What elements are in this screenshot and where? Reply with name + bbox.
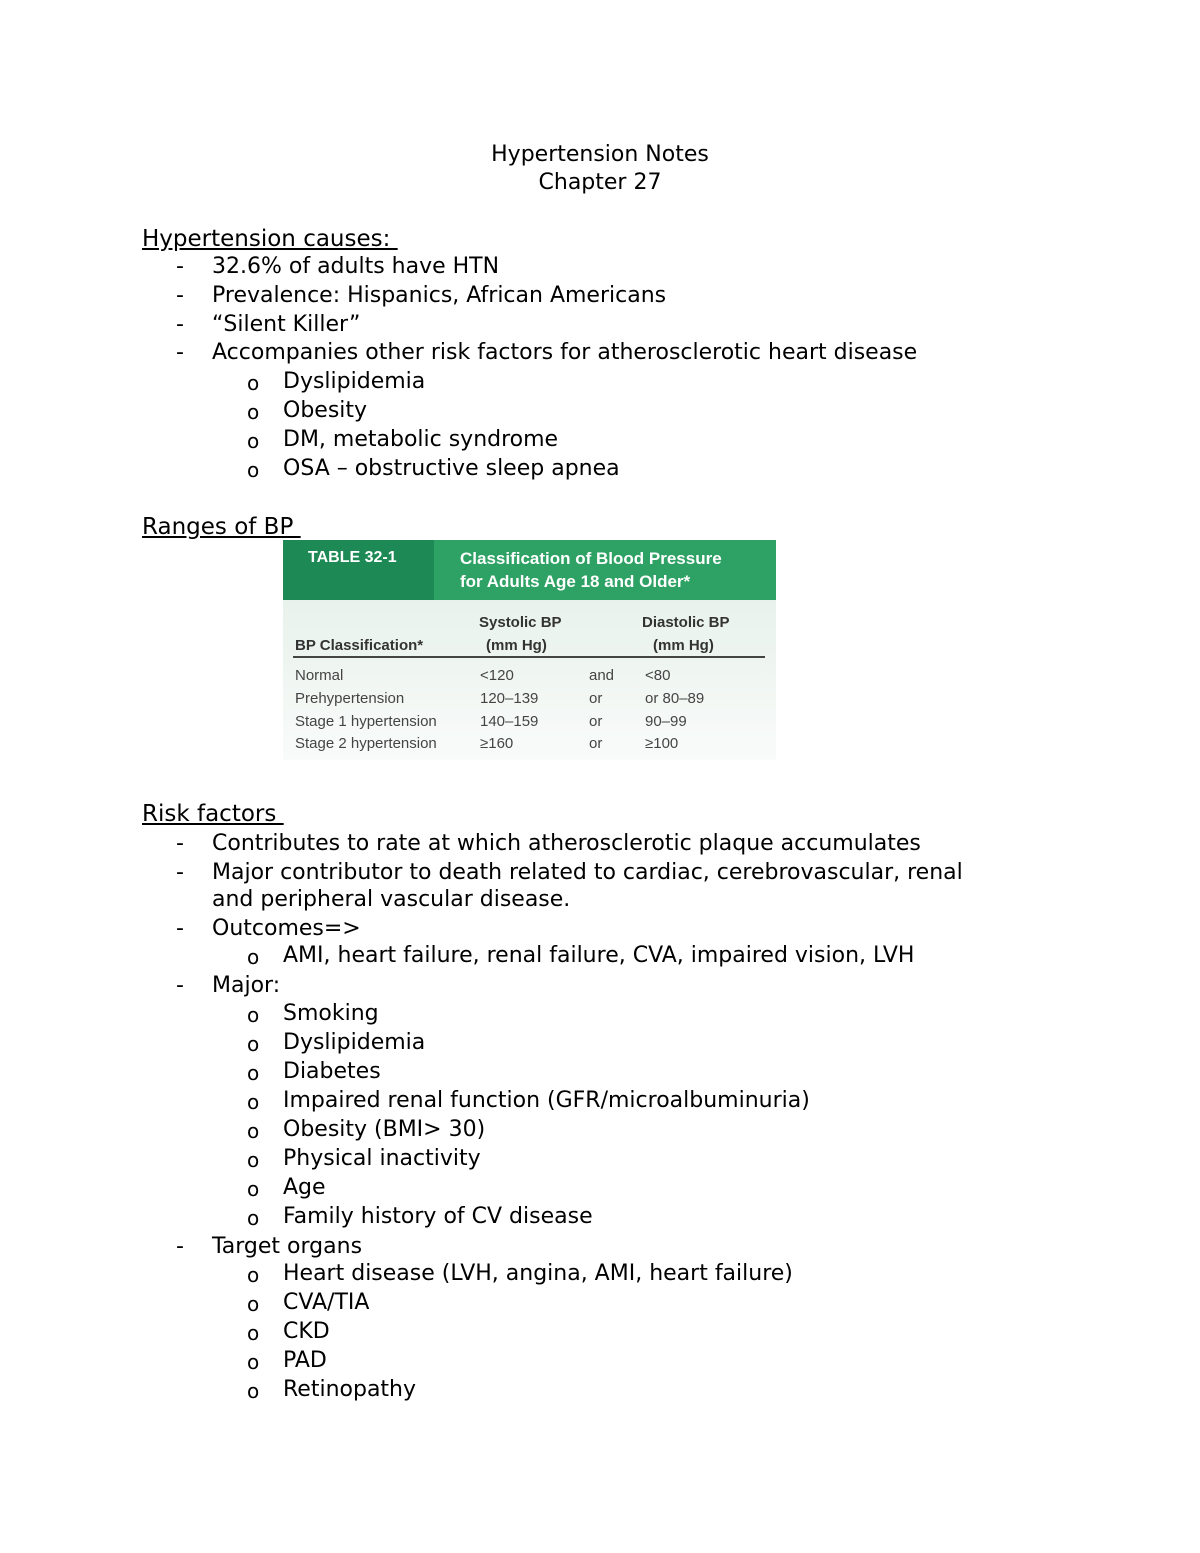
- circle-bullet-icon: o: [247, 1379, 260, 1403]
- dash-marker: -: [176, 1234, 184, 1259]
- organs-subitem: CKD: [283, 1319, 330, 1344]
- table-caption-line: Classification of Blood Pressure: [460, 549, 722, 568]
- outcomes-subitem: AMI, heart failure, renal failure, CVA, impaired vision, LVH: [283, 943, 915, 968]
- document-subtitle: Chapter 27: [538, 170, 662, 195]
- organs-subitem: CVA/TIA: [283, 1290, 370, 1315]
- table-label: TABLE 32-1: [283, 540, 434, 600]
- table-cell-systolic: 120–139: [480, 690, 539, 707]
- circle-bullet-icon: o: [247, 1119, 260, 1143]
- causes-subitem: DM, metabolic syndrome: [283, 427, 559, 452]
- circle-bullet-icon: o: [247, 371, 260, 395]
- risk-heading: Risk factors: [142, 801, 284, 827]
- dash-marker: -: [176, 340, 184, 365]
- major-subitem: Physical inactivity: [283, 1146, 481, 1171]
- table-cell-classification: Stage 1 hypertension: [295, 713, 437, 730]
- circle-bullet-icon: o: [247, 429, 260, 453]
- table-cell-conjunction: or: [589, 690, 603, 707]
- major-subitem: Impaired renal function (GFR/microalbuminuria): [283, 1088, 810, 1113]
- table-cell-conjunction: or: [589, 713, 603, 730]
- dash-marker: -: [176, 916, 184, 941]
- major-subitem: Obesity (BMI> 30): [283, 1117, 486, 1142]
- column-header-classification: BP Classification*: [295, 637, 424, 654]
- causes-item: “Silent Killer”: [212, 312, 361, 337]
- circle-bullet-icon: o: [247, 1032, 260, 1056]
- major-subitem: Age: [283, 1175, 326, 1200]
- table-caption-line: for Adults Age 18 and Older*: [460, 572, 691, 591]
- circle-bullet-icon: o: [247, 1003, 260, 1027]
- organs-subitem: Retinopathy: [283, 1377, 417, 1402]
- circle-bullet-icon: o: [247, 1292, 260, 1316]
- table-cell-systolic: ≥160: [480, 735, 514, 752]
- table-cell-systolic: 140–159: [480, 713, 539, 730]
- dash-marker: -: [176, 860, 184, 885]
- risk-item: Contributes to rate at which atherosclerotic plaque accumulates: [212, 831, 921, 856]
- column-header-diastolic: Diastolic BP: [642, 614, 730, 631]
- dash-marker: -: [176, 973, 184, 998]
- causes-heading: Hypertension causes:: [142, 226, 398, 252]
- table-cell-classification: Stage 2 hypertension: [295, 735, 437, 752]
- dash-marker: -: [176, 312, 184, 337]
- table-cell-systolic: <120: [480, 667, 514, 684]
- table-divider: [293, 656, 765, 658]
- risk-item-continuation: and peripheral vascular disease.: [212, 887, 571, 912]
- circle-bullet-icon: o: [247, 945, 260, 969]
- major-subitem: Family history of CV disease: [283, 1204, 593, 1229]
- circle-bullet-icon: o: [247, 1148, 260, 1172]
- circle-bullet-icon: o: [247, 1090, 260, 1114]
- causes-subitem: Obesity: [283, 398, 368, 423]
- table-caption: [434, 540, 776, 600]
- circle-bullet-icon: o: [247, 1206, 260, 1230]
- causes-item: Accompanies other risk factors for atherosclerotic heart disease: [212, 340, 918, 365]
- table-cell-conjunction: and: [589, 667, 615, 684]
- major-subitem: Diabetes: [283, 1059, 381, 1084]
- table-cell-conjunction: or: [589, 735, 603, 752]
- organs-subitem: Heart disease (LVH, angina, AMI, heart failure): [283, 1261, 793, 1286]
- causes-item: Prevalence: Hispanics, African Americans: [212, 283, 667, 308]
- circle-bullet-icon: o: [247, 1061, 260, 1085]
- circle-bullet-icon: o: [247, 1321, 260, 1345]
- table-cell-diastolic: <80: [645, 667, 671, 684]
- circle-bullet-icon: o: [247, 1177, 260, 1201]
- column-header-diastolic-unit: (mm Hg): [653, 637, 714, 654]
- table-cell-classification: Prehypertension: [295, 690, 405, 707]
- causes-subitem: OSA – obstructive sleep apnea: [283, 456, 620, 481]
- table-cell-diastolic: or 80–89: [645, 690, 705, 707]
- major-subitem: Smoking: [283, 1001, 379, 1026]
- circle-bullet-icon: o: [247, 1263, 260, 1287]
- circle-bullet-icon: o: [247, 400, 260, 424]
- bp-classification-table: [283, 540, 776, 760]
- table-cell-diastolic: 90–99: [645, 713, 687, 730]
- ranges-heading: Ranges of BP: [142, 514, 301, 540]
- column-header-systolic-unit: (mm Hg): [486, 637, 547, 654]
- table-cell-diastolic: ≥100: [645, 735, 679, 752]
- table-cell-classification: Normal: [295, 667, 344, 684]
- risk-item: Major contributor to death related to cardiac, cerebrovascular, renal: [212, 860, 963, 885]
- dash-marker: -: [176, 283, 184, 308]
- dash-marker: -: [176, 831, 184, 856]
- organs-subitem: PAD: [283, 1348, 327, 1373]
- document-title: Hypertension Notes: [491, 142, 709, 167]
- causes-subitem: Dyslipidemia: [283, 369, 426, 394]
- causes-item: 32.6% of adults have HTN: [212, 254, 500, 279]
- column-header-systolic: Systolic BP: [479, 614, 562, 631]
- circle-bullet-icon: o: [247, 1350, 260, 1374]
- risk-item: Outcomes=>: [212, 916, 361, 941]
- major-subitem: Dyslipidemia: [283, 1030, 426, 1055]
- risk-item: Target organs: [212, 1234, 363, 1259]
- circle-bullet-icon: o: [247, 458, 260, 482]
- risk-item: Major:: [212, 973, 281, 998]
- dash-marker: -: [176, 254, 184, 279]
